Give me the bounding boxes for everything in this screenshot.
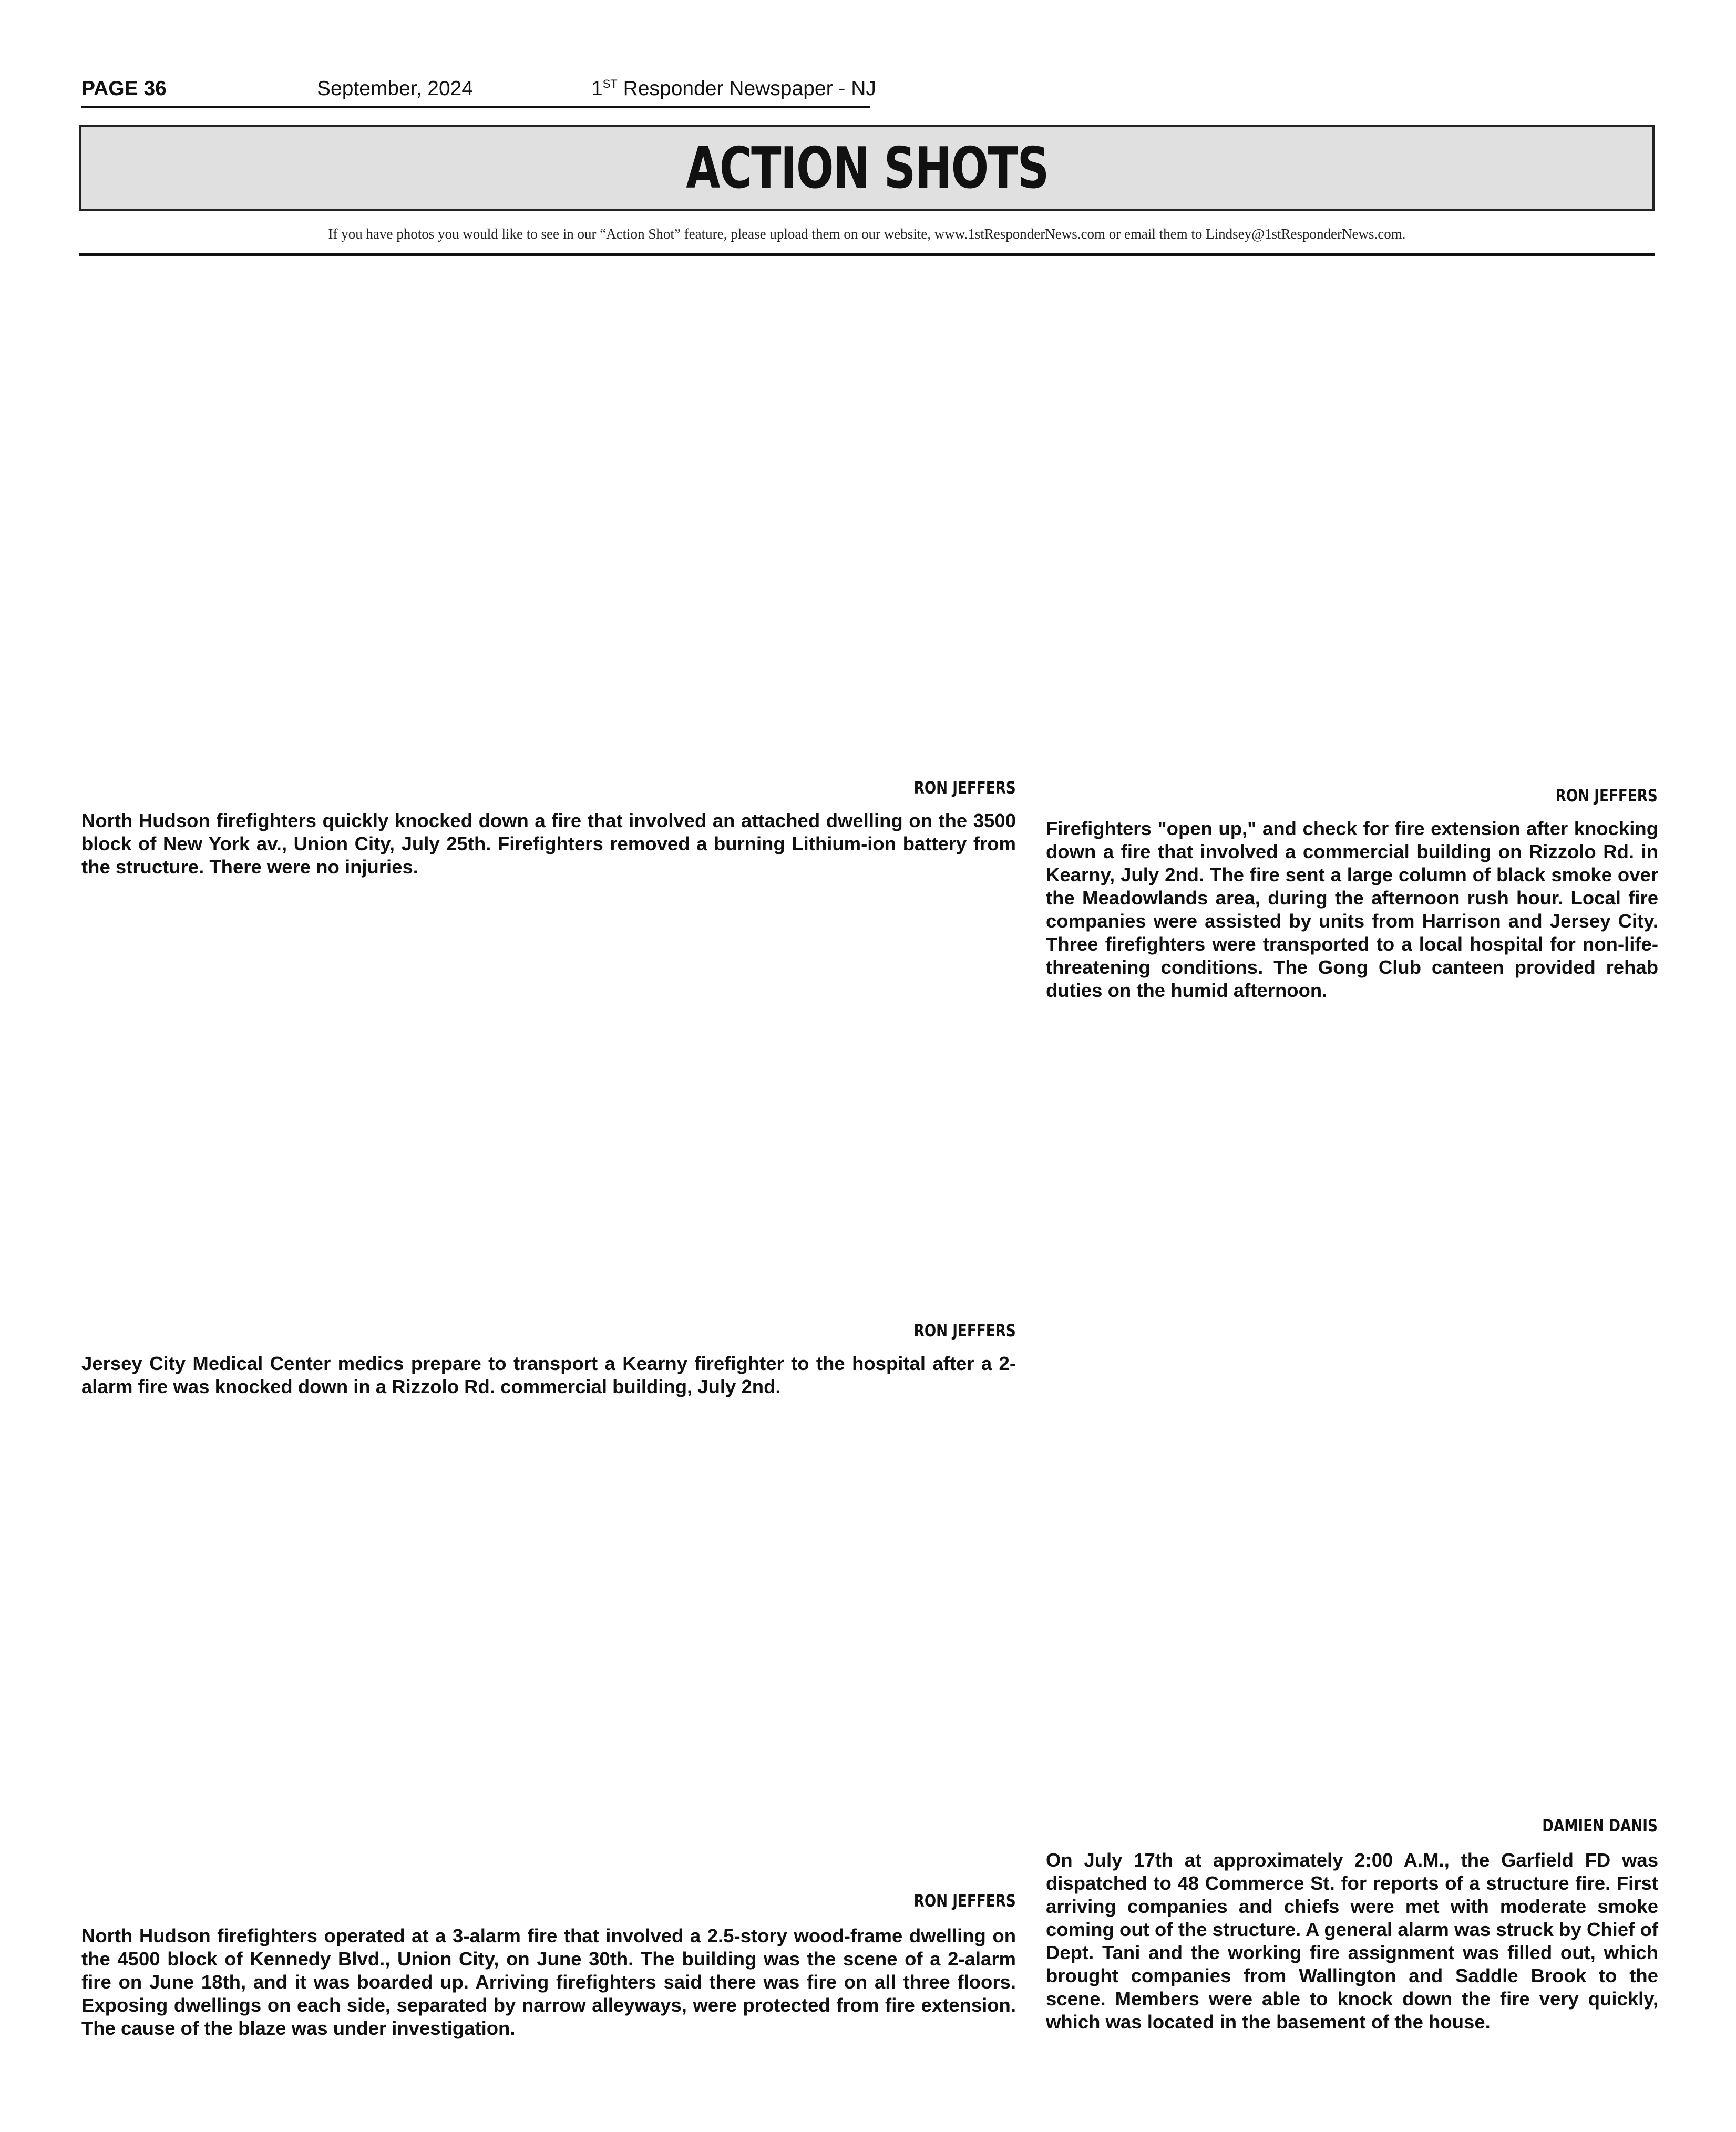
- photo-credit-3: RON JEFFERS: [913, 1321, 1016, 1341]
- photo-3: [81, 904, 1016, 1319]
- photo-credit-4: DAMIEN DANIS: [1542, 1816, 1658, 1836]
- page-number: PAGE 36: [81, 77, 167, 100]
- caption-4: On July 17th at approximately 2:00 A.M., the Garfield FD was dispatched to 48 Commerce St. for reports of a structure fire. First arriving companies and chiefs were met with moderate smoke coming out of the structure. A general alarm was struck by Chief of Dept. Tani and the working fire assignment was filled out, which brought companies from Wallington and Saddle Brook to the scene. Members were able to knock down the fire very quickly, which was located in the basement of the house.: [1046, 1849, 1658, 2033]
- caption-1: North Hudson firefighters quickly knocked down a fire that involved an attached dwelling on the 3500 block of New York av., Union City, July 25th. Firefighters removed a burning Lithium-ion battery from the structure. There were no injuries.: [81, 810, 1016, 878]
- submission-notice: If you have photos you would like to see in our “Action Shot” feature, please upload them on our website, www.1stResponderNews.com or email them to Lindsey@1stResponderNews.com.: [328, 226, 1406, 242]
- photo-1: [81, 268, 1016, 778]
- publication-name: [591, 77, 876, 100]
- publication-prefix: 1: [591, 77, 603, 100]
- photo-4: [1046, 1019, 1658, 1813]
- photo-credit-5: RON JEFFERS: [913, 1891, 1016, 1911]
- section-banner: [79, 125, 1655, 211]
- caption-5: North Hudson firefighters operated at a 3-alarm fire that involved a 2.5-story wood-frame dwelling on the 4500 block of Kennedy Blvd., Union City, on June 30th. The building was the scene of a 2-alarm fire on June 18th, and it was boarded up. Arriving firefighters said there was fire on all three floors. Exposing dwellings on each side, separated by narrow alleyways, were protected from fire extension. The cause of the blaze was under investigation.: [81, 1925, 1016, 2039]
- photo-2: [1046, 268, 1658, 786]
- photo-credit-1: RON JEFFERS: [913, 778, 1016, 798]
- photo-5: [81, 1419, 1016, 1887]
- caption-3: Jersey City Medical Center medics prepare to transport a Kearny firefighter to the hospital after a 2-alarm fire was knocked down in a Rizzolo Rd. commercial building, July 2nd.: [81, 1353, 1016, 1397]
- photo-credit-2: RON JEFFERS: [1555, 786, 1658, 806]
- publication-rest: Responder Newspaper - NJ: [617, 77, 876, 100]
- section-divider: [79, 253, 1655, 256]
- section-title: ACTION SHOTS: [685, 135, 1049, 201]
- publication-superscript: ST: [602, 77, 618, 90]
- running-header: [81, 75, 876, 108]
- issue-date: September, 2024: [317, 77, 474, 100]
- caption-2: Firefighters "open up," and check for fire extension after knocking down a fire that involved a commercial building on Rizzolo Rd. in Kearny, July 2nd. The fire sent a large column of black smoke over the Meadowlands area, during the afternoon rush hour. Local fire companies were assisted by units from Harrison and Jersey City. Three firefighters were transported to a local hospital for non-life-threatening conditions. The Gong Club canteen provided rehab duties on the humid afternoon.: [1046, 818, 1658, 1001]
